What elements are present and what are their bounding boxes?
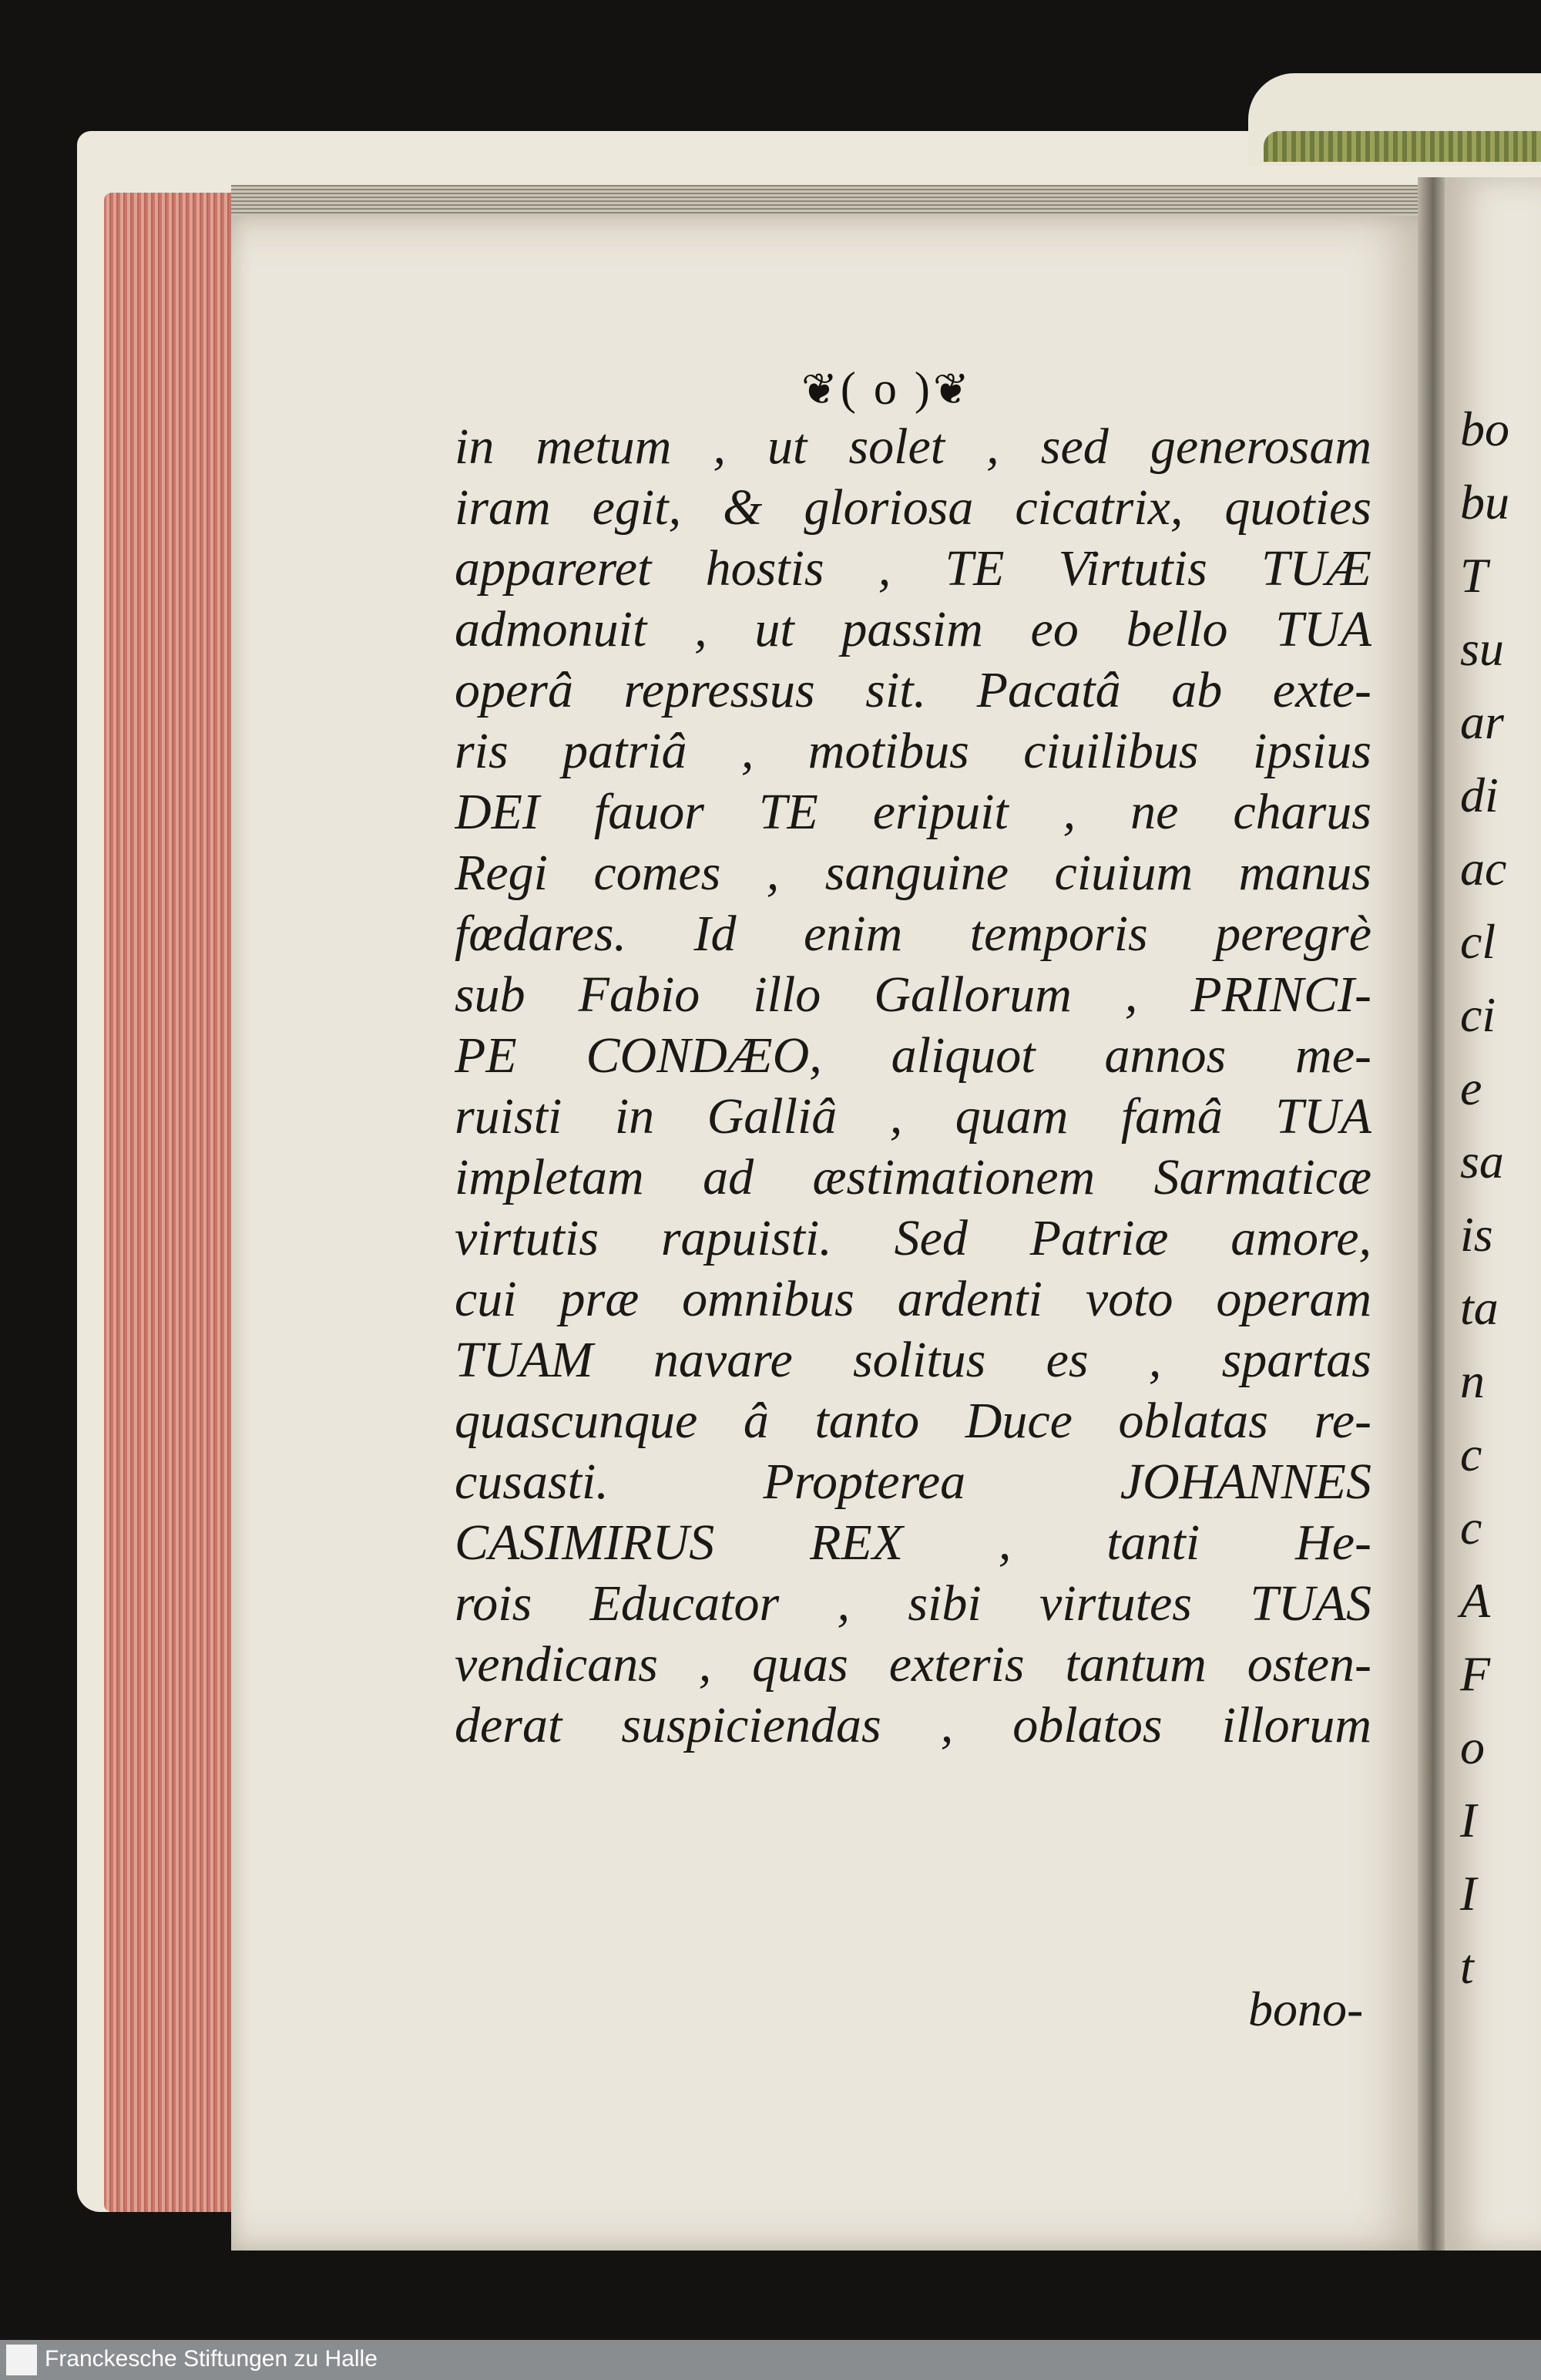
text-line: cusasti. Propterea JOHANNES — [455, 1454, 1371, 1510]
body-text — [455, 416, 1371, 1756]
right-page-fragment: ac — [1460, 841, 1507, 896]
text-line: in metum , ut solet , sed generosam — [455, 419, 1371, 475]
right-page-fragment: F — [1460, 1646, 1491, 1701]
right-page-fragment: t — [1460, 1939, 1474, 1994]
footer-text: Franckesche Stiftungen zu Halle — [45, 2346, 378, 2372]
right-page-fragment: ta — [1460, 1280, 1499, 1335]
right-page-fragment: sa — [1460, 1134, 1504, 1188]
right-page-fragment: c — [1460, 1427, 1482, 1481]
text-line: cui præ omnibus ardenti voto operam — [455, 1271, 1371, 1327]
left-ornament-icon: ❦ — [801, 366, 841, 414]
right-page-fragment: ci — [1460, 987, 1496, 1042]
right-page-fragment: o — [1460, 1719, 1485, 1774]
text-line: admonuit , ut passim eo bello TUA — [455, 601, 1371, 657]
text-line: CASIMIRUS REX , tanti He- — [455, 1514, 1371, 1571]
page-header — [801, 362, 972, 415]
footer-bar — [0, 2340, 1541, 2380]
right-page-fragment: di — [1460, 768, 1499, 822]
text-line: PE CONDÆO, aliquot annos me- — [455, 1027, 1371, 1084]
right-page-fragment: is — [1460, 1207, 1493, 1262]
headband — [1264, 131, 1541, 162]
right-page-fragment: e — [1460, 1061, 1482, 1115]
right-page-fragment: c — [1460, 1500, 1482, 1555]
text-line: ris patriâ , motibus ciuilibus ipsius — [455, 723, 1371, 779]
text-line: impletam ad æstimationem Sarmaticæ — [455, 1149, 1371, 1205]
right-page-fragment: I — [1460, 1793, 1477, 1847]
text-line: rois Educator , sibi virtutes TUAS — [455, 1575, 1371, 1632]
right-page-fragment: ar — [1460, 694, 1504, 749]
text-line: DEI fauor TE eripuit , ne charus — [455, 784, 1371, 840]
right-page-fragment: bo — [1460, 402, 1509, 456]
text-line: vendicans , quas exteris tantum osten- — [455, 1636, 1371, 1693]
text-line: ruisti in Galliâ , quam famâ TUA — [455, 1088, 1371, 1145]
right-page-fragment: bu — [1460, 475, 1509, 529]
right-page-fragment: I — [1460, 1866, 1477, 1921]
text-line: derat suspiciendas , oblatos illorum — [455, 1697, 1371, 1753]
text-line: fœdares. Id enim temporis peregrè — [455, 906, 1371, 962]
text-line: iram egit, & gloriosa cicatrix, quoties — [455, 479, 1371, 536]
text-line: virtutis rapuisti. Sed Patriæ amore, — [455, 1210, 1371, 1266]
right-page-fragment: n — [1460, 1353, 1485, 1408]
text-line: sub Fabio illo Gallorum , PRINCI- — [455, 966, 1371, 1023]
text-line: Regi comes , sanguine ciuium manus — [455, 845, 1371, 901]
page-header-text: ( o ) — [840, 363, 933, 414]
text-line: TUAM navare solitus es , spartas — [455, 1332, 1371, 1388]
text-line: appareret hostis , TE Virtutis TUÆ — [455, 540, 1371, 597]
right-page-fragment: T — [1460, 548, 1488, 603]
text-line: operâ repressus sit. Pacatâ ab exte- — [455, 662, 1371, 718]
institution-logo-icon — [6, 2345, 37, 2375]
catchword: bono- — [1248, 1982, 1364, 2036]
text-line: quascunque â tanto Duce oblatas re- — [455, 1393, 1371, 1449]
right-page — [1445, 177, 1541, 2251]
page-block-edges — [104, 193, 235, 2212]
right-page-fragment: cl — [1460, 914, 1496, 969]
right-page-fragment: su — [1460, 621, 1504, 676]
right-ornament-icon: ❦ — [932, 366, 972, 414]
right-page-fragment: A — [1460, 1573, 1491, 1628]
book-gutter — [1418, 177, 1449, 2251]
